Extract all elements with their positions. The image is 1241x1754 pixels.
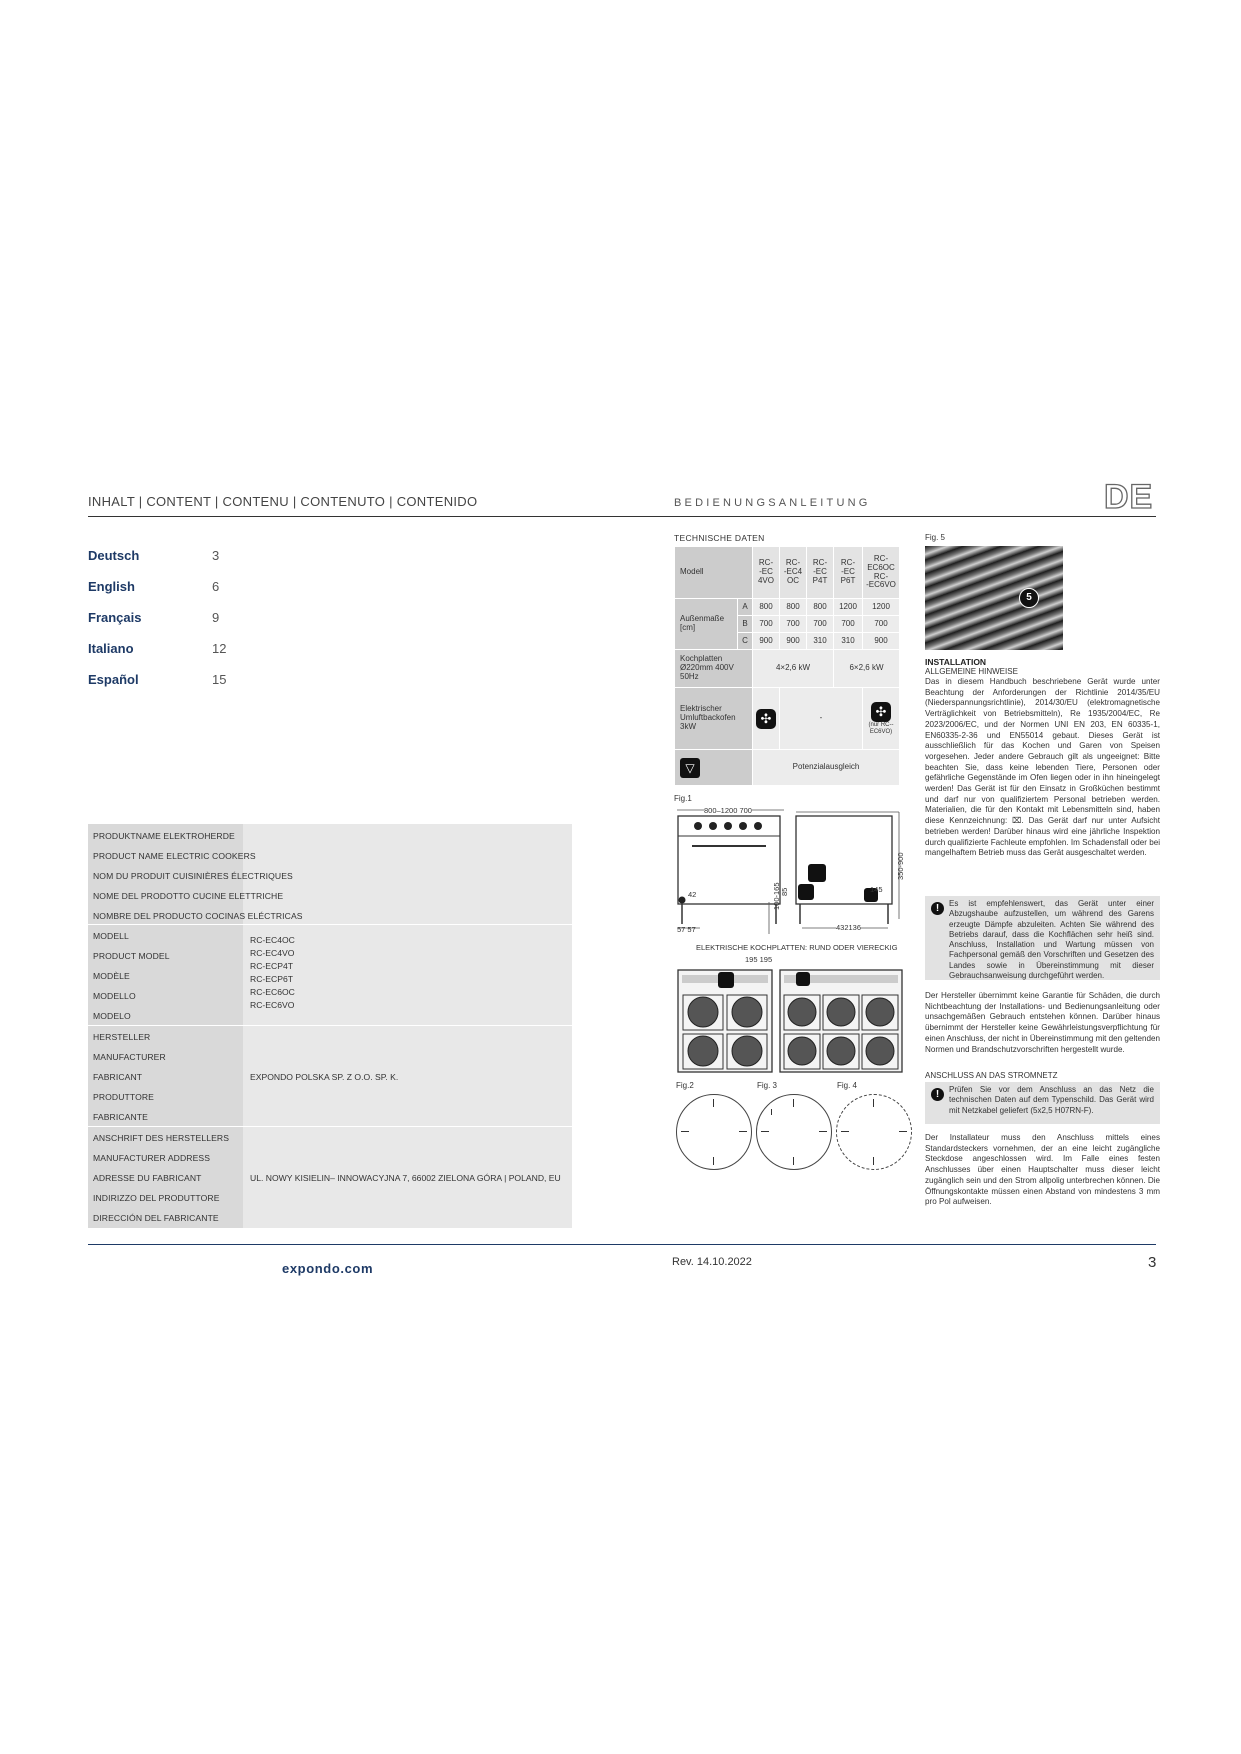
address-label: INDIRIZZO DEL PRODUTTORE [93, 1193, 220, 1203]
hotplates-label: Kochplatten Ø220mm 400V 50Hz [675, 650, 753, 688]
fig5-label: Fig. 5 [925, 533, 946, 542]
model-label: MODELLO [93, 991, 136, 1001]
dim-value: 1200 [834, 599, 863, 616]
manufacturer-label: PRODUTTORE [93, 1092, 155, 1102]
model-label: PRODUCT MODEL [93, 951, 170, 961]
model-col-header: RC- -EC 4VO [753, 547, 780, 599]
dim-value: 310 [807, 633, 834, 650]
dim-value: 900 [780, 633, 807, 650]
dim-value: 900 [753, 633, 780, 650]
model-col-header: RC- -EC P6T [834, 547, 863, 599]
dim-value: 700 [780, 616, 807, 633]
model-value: RC-ECP6T [250, 974, 293, 984]
model-label: MODELO [93, 1011, 131, 1021]
manufacturer-label: MANUFACTURER [93, 1052, 166, 1062]
product-name-group [88, 824, 572, 925]
dim-axis: B [738, 616, 753, 633]
fig1-dim-top: 800–1200 700 [704, 806, 752, 815]
model-value: RC-EC6VO [250, 1000, 295, 1010]
product-name-label: PRODUKTNAME ELEKTROHERDE [93, 831, 235, 841]
manual-label: BEDIENUNGSANLEITUNG [674, 497, 871, 509]
page-number: 3 [1148, 1254, 1157, 1271]
toc-page: 12 [212, 641, 227, 656]
connection-heading: ANSCHLUSS AN DAS STROMNETZ [925, 1071, 1058, 1080]
tech-data-table [674, 546, 900, 786]
dim-value: 800 [753, 599, 780, 616]
connection-note [925, 1082, 1160, 1124]
product-name-label: NOM DU PRODUIT CUISINIÈRES ÉLECTRIQUES [93, 871, 293, 881]
model-col-header: RC- -EC P4T [807, 547, 834, 599]
footer-divider [88, 1244, 1156, 1245]
tech-data-title: TECHNISCHE DATEN [674, 533, 765, 543]
toc-language[interactable]: English [88, 579, 135, 594]
product-name-label: NOME DEL PRODOTTO CUCINE ELETTRICHE [93, 891, 284, 901]
potential-label: Potenzialausgleich [753, 750, 900, 786]
dim-value: 900 [863, 633, 900, 650]
installation-paragraph: Das in diesem Handbuch beschriebene Gerät wurde unter Beachtung der Anforderungen der Richtlinie 2014/35/EU (Niederspannungsrichtlinie), 2014/30/EU (elektromagnetische Verträglichkeit von Betriebsmitteln), Re 1935/2004/EC, Re 2023/2006/EC, und der Normen UNI EN 203, EN 60335-1, EN60335-2-36 und EN55014 gebaut. Dieses Gerät ist ausschließlich für das Kochen und Garen von Speisen vorgesehen. Jeder andere Gebrauch gilt als ungeeignet: Bitte beachten Sie, dass keine lebenden Tiere, Personen oder gefährliche Gegenstände im Ofen liegen oder in ihn hineingelegt werden! Das Gerät ist für den Einsatz in Großküchen bestimmt und darf nur von qualifiziertem Personal betrieben werden. Materialien, die für den Kontakt mit Lebensmitteln sind, haben diese Kennzeichnung: ⌧. Das Gerät darf nur unter Aufsicht betrieben werden! Darüber hinaus wird eine jährliche Inspektion durch qualifizierte Fachleute empfohlen. Im Schadensfall oder bei mangelhaftem Betrieb muss das Gerät ausgeschaltet werden. [925, 677, 1160, 858]
model-header: Modell [675, 547, 753, 599]
oven-note: (nur RC--EC6VO) [868, 721, 894, 735]
connection-note-text: Prüfen Sie vor dem Anschluss an das Netz die technischen Daten auf dem Typenschild. Das Gerät wird mit Netzkabel geliefert (5x2,5 H07RN-F). [949, 1085, 1154, 1115]
hotplates-6-value: 6×2,6 kW [834, 650, 900, 688]
toc-page: 15 [212, 672, 227, 687]
footer-revision: Rev. 14.10.2022 [672, 1256, 752, 1268]
model-group [88, 924, 572, 1026]
address-label: ADRESSE DU FABRICANT [93, 1173, 202, 1183]
manufacturer-label: HERSTELLER [93, 1032, 151, 1042]
dim-axis: A [738, 599, 753, 616]
fig5-photo [925, 546, 1063, 650]
installation-subheading: ALLGEMEINE HINWEISE [925, 667, 1018, 676]
model-value: RC-ECP4T [250, 961, 293, 971]
manufacturer-label: FABRICANTE [93, 1112, 148, 1122]
hotplates-dim: 195 195 [745, 955, 773, 964]
fig1-dim: 42 [688, 890, 697, 899]
connection-paragraph: Der Installateur muss den Anschluss mittels eines Standardsteckers vornehmen, der an eine leicht zugängliche Steckdose angeschlossen wird. Im Falle eines festen Anschlusses über einen Hauptschalter muss dieser leicht zugänglich sein und den Strom allpolig unterbrechen können. Die Öffnungskontakte müssen einen Abstand von mindestens 3 mm pro Pol aufweisen. [925, 1133, 1160, 1207]
manufacturer-group [88, 1025, 572, 1127]
dim-axis: C [738, 633, 753, 650]
dim-value: 1200 [863, 599, 900, 616]
dim-value: 800 [780, 599, 807, 616]
toc-language[interactable]: Français [88, 610, 142, 625]
equipotential-icon: ▽ [680, 758, 700, 778]
address-group [88, 1126, 572, 1228]
oven-icon-cell [753, 688, 780, 750]
fig1-dim: 85 [780, 887, 789, 896]
fig4-label: Fig. 4 [837, 1081, 858, 1090]
address-label: ANSCHRIFT DES HERSTELLERS [93, 1133, 230, 1143]
toc-language[interactable]: Italiano [88, 641, 134, 656]
model-value: RC-EC4OC [250, 935, 295, 945]
oven-dash: - [780, 688, 863, 750]
fig1-dim: 100-165 [772, 882, 781, 910]
hotplates-caption: ELEKTRISCHE KOCHPLATTEN: RUND ODER VIERECKIG [696, 943, 898, 952]
hotplates-drawing [674, 966, 906, 1076]
toc-page: 9 [212, 610, 220, 625]
convection-oven-icon: ✣ [756, 709, 776, 729]
toc-page: 6 [212, 579, 220, 594]
language-code: DE [1104, 478, 1154, 516]
warning-icon: ! [931, 1088, 944, 1101]
manufacturer-value: EXPONDO POLSKA SP. Z O.O. SP. K. [250, 1072, 399, 1082]
footer-brand[interactable]: expondo.com [282, 1261, 374, 1276]
fig2-label: Fig.2 [676, 1081, 694, 1090]
model-value: RC-EC4VO [250, 948, 295, 958]
hotplates-4-value: 4×2,6 kW [753, 650, 834, 688]
oven-label: Elektrischer Umluftbackofen 3kW [675, 688, 753, 750]
fig1-dim: 432136 [836, 923, 862, 932]
dim-value: 700 [863, 616, 900, 633]
convection-oven-icon: ✣ [871, 702, 891, 722]
model-label: MODÈLE [93, 971, 130, 981]
dim-value: 800 [807, 599, 834, 616]
warranty-paragraph: Der Hersteller übernimmt keine Garantie für Schäden, die durch Nichtbeachtung der Installations- und Bedienungsanleitung oder unsachgemäßen Gebrauch entstehen können. Darüber hinaus übernimmt der Hersteller keine Gewährleistungsverpflichtung für einen Anschluss, der nicht in Übereinstimmung mit den geltenden Normen und Brandschutzvorschriften hergestellt wurde. [925, 991, 1160, 1054]
address-label: MANUFACTURER ADDRESS [93, 1153, 211, 1163]
product-name-label: NOMBRE DEL PRODUCTO COCINAS ELÉCTRICAS [93, 911, 303, 921]
fig1-drawing [674, 804, 906, 936]
fig1-dim: 57 57 [677, 925, 696, 934]
warning-note [925, 896, 1160, 980]
toc-language[interactable]: Deutsch [88, 548, 140, 563]
fig5-marker: 5 [1019, 588, 1039, 608]
product-name-label: PRODUCT NAME ELECTRIC COOKERS [93, 851, 256, 861]
warning-icon: ! [931, 902, 944, 915]
model-value: RC-EC6OC [250, 987, 295, 997]
model-col-header: RC- EC6OC RC- -EC6VO [863, 547, 900, 599]
toc-heading: INHALT | CONTENT | CONTENU | CONTENUTO | CONTENIDO [88, 494, 478, 509]
fig1-dim: 145 [870, 885, 883, 894]
toc-language[interactable]: Español [88, 672, 139, 687]
fig1-dim: 350-900 [896, 852, 905, 880]
toc-page: 3 [212, 548, 220, 563]
dim-value: 700 [834, 616, 863, 633]
installation-heading: INSTALLATION [925, 657, 987, 667]
manufacturer-label: FABRICANT [93, 1072, 143, 1082]
dims-label: Außenmaße [cm] [675, 599, 738, 650]
product-info-table [88, 824, 572, 1228]
dim-value: 700 [807, 616, 834, 633]
dim-value: 310 [834, 633, 863, 650]
header-divider [88, 516, 1156, 517]
model-label: MODELL [93, 931, 129, 941]
knob-dial-fig2 [676, 1094, 752, 1170]
potential-icon-cell [675, 750, 753, 786]
fig1-label: Fig.1 [674, 794, 692, 803]
knob-dial-fig4 [836, 1094, 912, 1170]
model-col-header: RC- -EC4 OC [780, 547, 807, 599]
dim-value: 700 [753, 616, 780, 633]
fig3-label: Fig. 3 [757, 1081, 778, 1090]
address-value: UL. NOWY KISIELIN– INNOWACYJNA 7, 66002 ZIELONA GÓRA | POLAND, EU [250, 1173, 561, 1183]
address-label: DIRECCIÓN DEL FABRICANTE [93, 1213, 219, 1223]
oven-icon-cell [863, 688, 900, 750]
warning-text: Es ist empfehlenswert, das Gerät unter einer Abzugshaube aufzustellen, um während des Garens erzeugte Dämpfe abzuleiten. Achten Sie während des Betriebs darauf, dass die Kochflächen sehr heiß sind. Anschluss, Installation und Wartung müssen von Fachpersonal gemäß den Vorschriften und Gesetzen des Landes sowie in Übereinstimmung mit dieser Gebrauchsanweisung durchgeführt werden. [949, 899, 1154, 981]
knob-dial-fig3 [756, 1094, 832, 1170]
